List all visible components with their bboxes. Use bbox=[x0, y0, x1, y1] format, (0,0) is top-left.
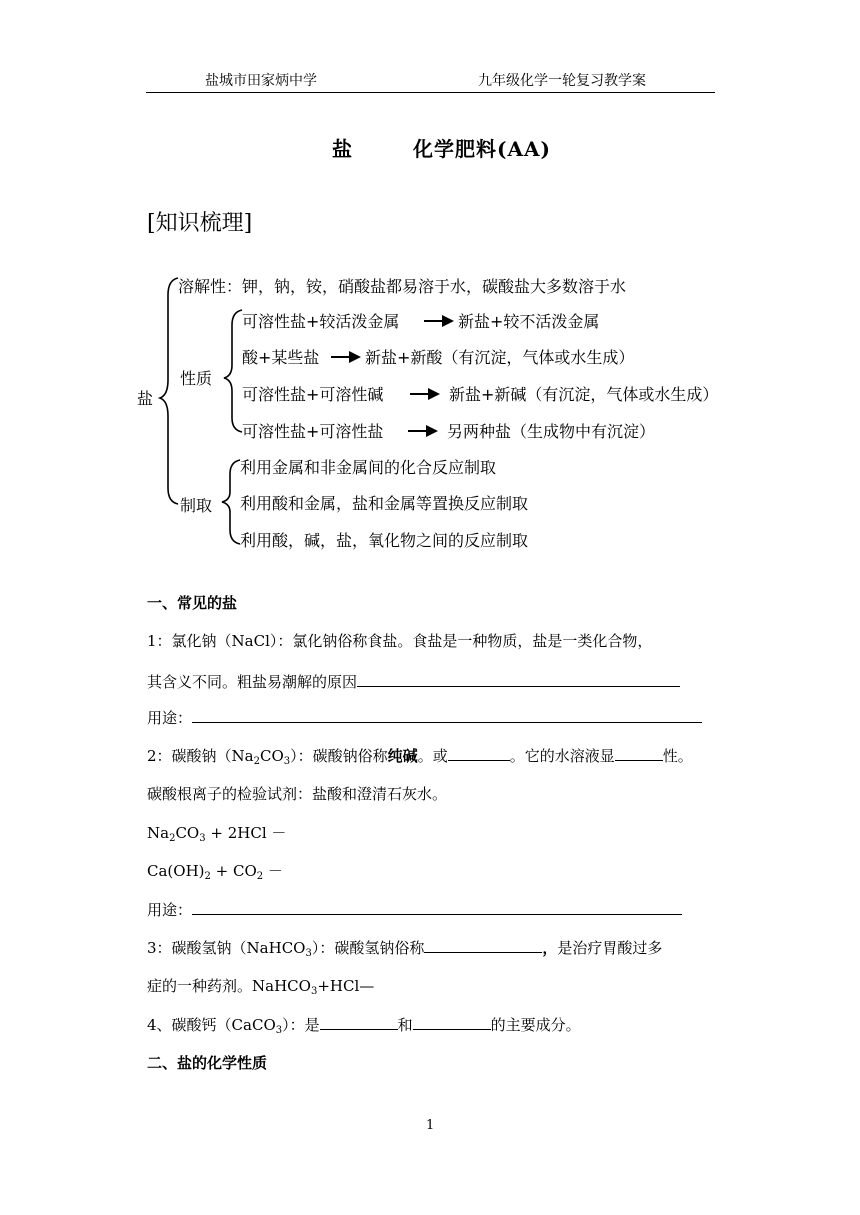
answer-blank[interactable] bbox=[424, 938, 542, 953]
equation-na2co3-hcl: $Na_2CO_3 + 2HCl$ － bbox=[147, 824, 287, 844]
nacl-line-2: 其含义不同。粗盐易潮解的原因 bbox=[147, 671, 680, 692]
knowledge-heading: [知识梳理] bbox=[147, 211, 253, 236]
property-left: 可溶性盐+可溶性盐 bbox=[242, 422, 384, 441]
property-left: 酸+某些盐 bbox=[242, 348, 320, 367]
nahco3-line-2: 症的一种药剂。NaHCO$_3$+HCl— bbox=[147, 977, 375, 997]
caco3-line: 4、碳酸钙（CaCO$_3$）：是 和 的主要成分。 bbox=[147, 1016, 581, 1036]
answer-blank[interactable] bbox=[413, 1015, 491, 1030]
property-right: 新盐+新碱（有沉淀，气体或水生成） bbox=[449, 385, 719, 404]
answer-blank[interactable] bbox=[615, 746, 663, 761]
header-rule bbox=[146, 92, 715, 93]
answer-blank[interactable] bbox=[192, 708, 702, 723]
main-brace bbox=[160, 278, 178, 504]
property-right: 另两种盐（生成物中有沉淀） bbox=[447, 422, 656, 441]
nahco3-line-1: 3：碳酸氢钠（NaHCO$_3$）：碳酸氢钠俗称 ，是治疗胃酸过多 bbox=[147, 939, 663, 959]
answer-blank[interactable] bbox=[192, 900, 682, 915]
answer-blank[interactable] bbox=[320, 1015, 398, 1030]
arrow-icon bbox=[410, 387, 442, 401]
heading-chemical-properties: 二、盐的化学性质 bbox=[147, 1054, 268, 1072]
arrow-icon bbox=[331, 350, 363, 364]
arrow-icon bbox=[424, 314, 456, 328]
page-number: 1 bbox=[426, 1118, 435, 1133]
nacl-line-1: 1：氯化钠（NaCl）：氯化钠俗称食盐。食盐是一种物质，盐是一类化合物， bbox=[147, 632, 653, 650]
na2co3-use-line: 用途： bbox=[147, 899, 682, 920]
property-right: 新盐+较不活泼金属 bbox=[458, 312, 600, 331]
property-left: 可溶性盐+较活泼金属 bbox=[242, 312, 400, 331]
na2co3-line: 2：碳酸钠$(Na_2CO_3)$：碳酸钠俗称纯碱。或 。它的水溶液显 性。 bbox=[147, 747, 693, 767]
tree-root: 盐 bbox=[137, 389, 154, 408]
heading-common-salts: 一、常见的盐 bbox=[147, 594, 238, 612]
answer-blank[interactable] bbox=[448, 746, 510, 761]
carbonate-test-line: 碳酸根离子的检验试剂：盐酸和澄清石灰水。 bbox=[147, 785, 448, 803]
preparation-item: 利用酸，碱，盐，氧化物之间的反应制取 bbox=[240, 531, 529, 550]
equation-caoh2-co2: $Ca(OH)_2 + CO_2$ － bbox=[147, 862, 283, 882]
properties-brace bbox=[224, 310, 242, 432]
answer-blank[interactable] bbox=[357, 672, 680, 687]
property-right: 新盐+新酸（有沉淀，气体或水生成） bbox=[365, 348, 635, 367]
tree-solubility: 溶解性：钾，钠，铵，硝酸盐都易溶于水，碳酸盐大多数溶于水 bbox=[178, 277, 627, 296]
tree-properties-label: 性质 bbox=[180, 369, 213, 388]
title-fertilizer: 化学肥料(AA) bbox=[413, 137, 551, 161]
tree-preparation-label: 制取 bbox=[180, 496, 213, 515]
title-salt: 盐 bbox=[332, 137, 353, 161]
preparation-brace bbox=[222, 460, 240, 544]
tree-braces bbox=[150, 270, 250, 560]
property-left: 可溶性盐+可溶性碱 bbox=[242, 385, 384, 404]
header-school: 盐城市田家炳中学 bbox=[205, 73, 317, 89]
nacl-use-line: 用途： bbox=[147, 707, 702, 728]
arrow-icon bbox=[408, 424, 440, 438]
preparation-item: 利用酸和金属，盐和金属等置换反应制取 bbox=[240, 494, 529, 513]
header-course: 九年级化学一轮复习教学案 bbox=[478, 73, 646, 89]
preparation-item: 利用金属和非金属间的化合反应制取 bbox=[240, 458, 497, 477]
